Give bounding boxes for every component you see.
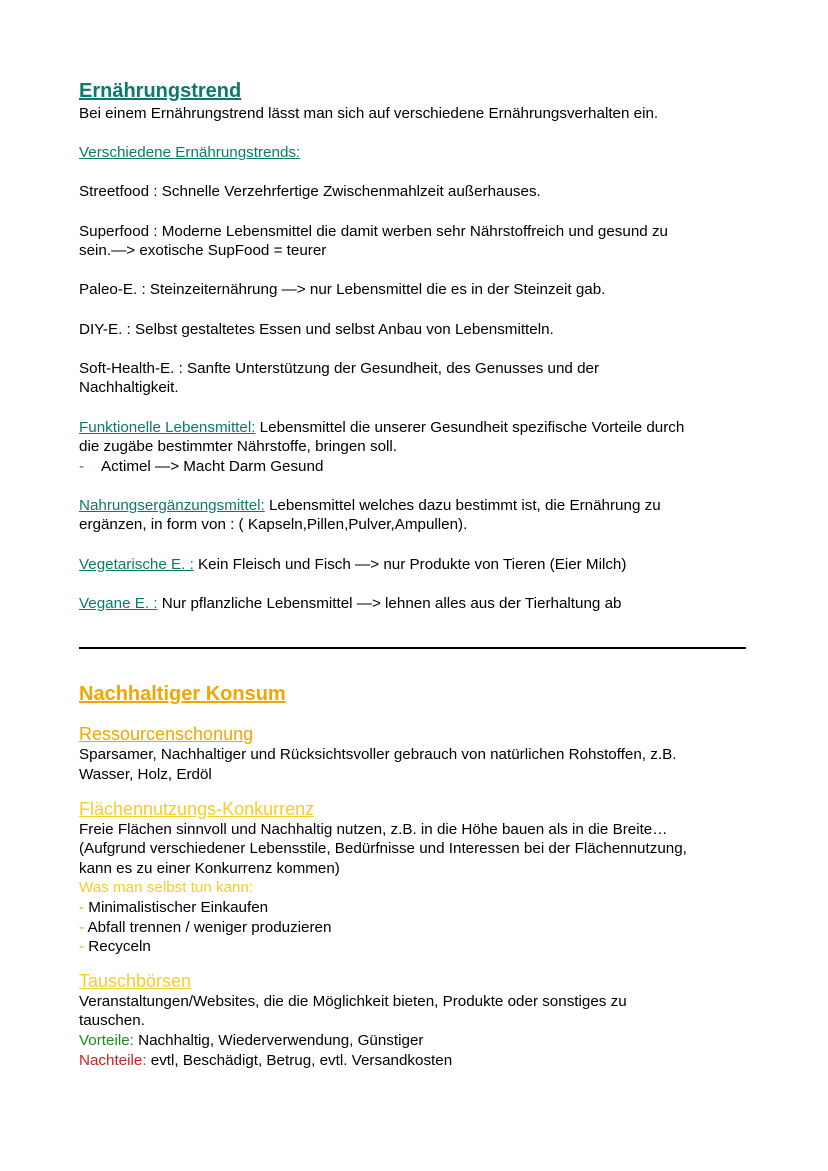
vegetarisch-text: Kein Fleisch und Fisch —> nur Produkte von Tieren (Eier Milch) [193,555,627,573]
vorteile-label: Vorteile: [79,1031,134,1049]
heading-ressourcenschonung: Ressourcenschonung [79,724,254,745]
selbst-item [79,918,749,938]
selbst-item [79,898,749,918]
funktionelle-text: Lebensmittel die unserer Gesundheit spezifische Vorteile durch [255,418,685,436]
nachteile-line [79,1051,749,1071]
nachteile-text: evtl, Beschädigt, Betrug, evtl. Versandkosten [146,1051,453,1069]
vegan-paragraph [79,594,749,614]
funktionelle-bullet-text: Actimel —> Macht Darm Gesund [101,457,324,475]
section-title-nachhaltiger-konsum: Nachhaltiger Konsum [79,683,286,706]
heading-flaechennutzung: Flächennutzungs-Konkurrenz [79,798,315,819]
tausch-line1: Veranstaltungen/Websites, die die Möglichkeit bieten, Produkte oder sonstiges zu [79,992,627,1010]
selbst-item-text: Recyceln [88,938,151,956]
funktionelle-bullet [79,457,749,477]
trend-softhealth-line2: Nachhaltigkeit. [79,379,179,397]
selbst-label: Was man selbst tun kann: [79,879,254,897]
trend-superfood-line1: Superfood : Moderne Lebensmittel die damit werben sehr Nährstoffreich und gesund zu [79,222,669,240]
selbst-item-text: Minimalistischer Einkaufen [88,899,269,916]
nachteile-label: Nachteile: [79,1051,147,1069]
dash-bullet: - [79,899,85,916]
trend-paleo: Paleo-E. : Steinzeiternährung —> nur Lebensmittel die es in der Steinzeit gab. [79,281,606,299]
trend-softhealth-line1: Soft-Health-E. : Sanfte Unterstützung der Gesundheit, des Genusses und der [79,359,600,377]
vorteile-line [79,1031,749,1051]
funktionelle-label: Funktionelle Lebensmittel: [79,418,256,436]
nahrung-text-line2: ergänzen, in form von : ( Kapseln,Pillen,Pulver,Ampullen). [79,516,468,534]
nahrung-label: Nahrungsergänzungsmittel: [79,496,265,514]
heading-tauschboersen: Tauschbörsen [79,970,192,991]
vegetarisch-paragraph [79,555,749,575]
flaechen-line3: kann es zu einer Konkurrenz kommen) [79,859,340,877]
nahrung-paragraph [79,496,749,516]
document-page [79,78,749,1070]
funktionelle-text-line2: die zugäbe bestimmter Nährstoffe, bringen soll. [79,438,397,456]
ressourcen-line2: Wasser, Holz, Erdöl [79,766,212,784]
dash-bullet: - [79,457,85,475]
selbst-item [79,937,749,957]
subheading-trends: Verschiedene Ernährungstrends: [79,144,301,162]
ressourcen-line1: Sparsamer, Nachhaltiger und Rücksichtsvoller gebrauch von natürlichen Rohstoffen, z.B. [79,746,677,764]
nahrung-text: Lebensmittel welches dazu bestimmt ist, die Ernährung zu [264,496,661,514]
trend-superfood-line2: sein.—> exotische SupFood = teurer [79,242,327,260]
vegan-text: Nur pflanzliche Lebensmittel —> lehnen alles aus der Tierhaltung ab [157,594,622,612]
vegan-label: Vegane E. : [79,594,158,612]
trend-streetfood: Streetfood : Schnelle Verzehrfertige Zwischenmahlzeit außerhauses. [79,183,541,201]
flaechen-line2: (Aufgrund verschiedener Lebensstile, Bedürfnisse und Interessen bei der Flächennutzung, [79,840,687,858]
vegetarisch-label: Vegetarische E. : [79,555,194,573]
funktionelle-paragraph [79,418,749,438]
dash-bullet: - [79,918,85,936]
tausch-line2: tauschen. [79,1012,145,1030]
vorteile-text: Nachhaltig, Wiederverwendung, Günstiger [133,1031,424,1049]
section-title-ernaehrungstrend: Ernährungstrend [79,80,242,102]
selbst-item-text: Abfall trennen / weniger produzieren [87,918,332,936]
dash-bullet: - [79,938,85,956]
intro-text: Bei einem Ernährungstrend lässt man sich auf verschiedene Ernährungsverhalten ein. [79,105,659,122]
flaechen-line1: Freie Flächen sinnvoll und Nachhaltig nutzen, z.B. in die Höhe bauen als in die Breite… [79,820,668,838]
trend-diy: DIY-E. : Selbst gestaltetes Essen und selbst Anbau von Lebensmitteln. [79,320,554,338]
